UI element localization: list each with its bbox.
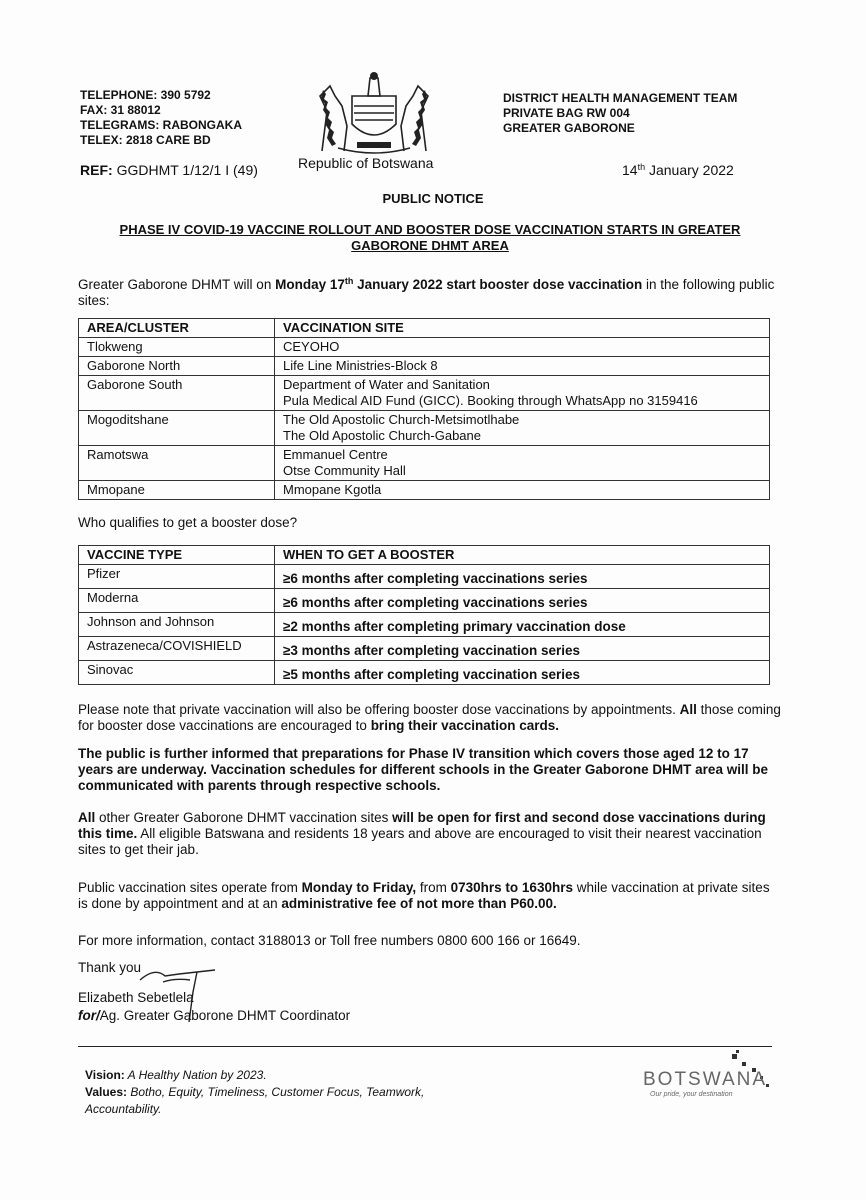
hours-fee: administrative fee of not more than P60.00. <box>281 896 557 911</box>
vaccine-cell: Astrazeneca/COVISHIELD <box>79 637 275 661</box>
vaccine-cell: Sinovac <box>79 661 275 685</box>
intro-paragraph <box>78 273 783 309</box>
other-text-2: All eligible Batswana and residents 18 years and above are encouraged to visit their nearest vaccination sites to get their jab. <box>78 826 762 857</box>
timing-cell: ≥6 months after completing vaccinations series <box>275 565 770 589</box>
footer-divider <box>78 1046 772 1047</box>
intro-date-rest: January 2022 start booster dose vaccination <box>353 277 643 292</box>
intro-date-suffix: th <box>344 276 354 286</box>
district-name: GREATER GABORONE <box>503 121 635 135</box>
date-suffix: th <box>637 162 646 172</box>
phase-four-paragraph: The public is further informed that preparations for Phase IV transition which covers those aged 12 to 17 years are underway. Vaccination schedules for different schools in the Greater Gaborone DHMT area will be communicated with parents through respective schools. <box>78 746 768 793</box>
contact-info-paragraph: For more information, contact 3188013 or Toll free numbers 0800 600 166 or 16649. <box>78 933 581 948</box>
role-prefix: for/ <box>78 1008 100 1023</box>
timing-cell: ≥3 months after completing vaccination series <box>275 637 770 661</box>
contact-details <box>80 88 242 148</box>
site-name: The Old Apostolic Church-Gabane <box>283 428 481 443</box>
reference-number <box>80 162 258 178</box>
area-cell: Gaborone South <box>79 376 275 411</box>
private-vaccination-note <box>78 702 783 734</box>
logo-tagline: Our pride, your destination <box>650 1091 733 1098</box>
vision-label: Vision: <box>85 1068 125 1082</box>
other-text: other Greater Gaborone DHMT vaccination sites <box>95 810 393 825</box>
note-all: All <box>679 702 697 717</box>
site-name: CEYOHO <box>283 339 340 354</box>
table-row <box>79 411 770 446</box>
site-name: Otse Community Hall <box>283 463 406 478</box>
table-row <box>79 589 770 613</box>
signer-name: Elizabeth Sebetlela <box>78 990 194 1005</box>
area-cell: Ramotswa <box>79 446 275 481</box>
table-row <box>79 637 770 661</box>
timing-cell: ≥5 months after completing vaccination series <box>275 661 770 685</box>
date-rest: January 2022 <box>645 162 734 178</box>
area-header: AREA/CLUSTER <box>79 319 275 338</box>
hours-text-3: while vaccination at private sites is done by appointment and at an <box>78 880 770 911</box>
notice-heading: PUBLIC NOTICE <box>382 191 484 206</box>
telex-line: TELEX: 2818 CARE BD <box>80 133 211 147</box>
logo-wordmark: BOTSWANA <box>643 1069 768 1090</box>
table-row <box>79 565 770 589</box>
site-cell <box>275 411 770 446</box>
intro-date: Monday 17 <box>275 277 345 292</box>
notice-title: PHASE IV COVID-19 VACCINE ROLLOUT AND BOOSTER DOSE VACCINATION STARTS IN GREATER GABORONE DHMT AREA <box>119 222 741 253</box>
hours-days: Monday to Friday, <box>301 880 417 895</box>
site-name: Mmopane Kgotla <box>283 482 382 497</box>
site-cell <box>275 376 770 411</box>
values-label: Values: <box>85 1085 128 1099</box>
note-cards: bring their vaccination cards. <box>370 718 559 733</box>
area-cell: Mogoditshane <box>79 411 275 446</box>
table-row <box>79 338 770 357</box>
note-text-2: those coming for booster dose vaccinations are encouraged to <box>78 702 781 733</box>
role-title: Ag. Greater Gaborone DHMT Coordinator <box>99 1008 351 1023</box>
timing-cell: ≥2 months after completing primary vaccination dose <box>275 613 770 637</box>
table-row <box>79 446 770 481</box>
site-header: VACCINATION SITE <box>275 319 770 338</box>
site-name: Department of Water and Sanitation <box>283 377 490 392</box>
notice-date <box>622 162 734 178</box>
thank-you: Thank you <box>78 960 142 975</box>
table-row <box>79 376 770 411</box>
area-cell: Gaborone North <box>79 357 275 376</box>
vision-line <box>85 1067 485 1084</box>
values-text: Botho, Equity, Timeliness, Customer Focus, Teamwork, Accountability. <box>85 1085 425 1116</box>
other-all: All <box>78 810 96 825</box>
telegrams-line: TELEGRAMS: RABONGAKA <box>80 118 242 132</box>
operating-hours-paragraph <box>78 880 783 912</box>
private-bag: PRIVATE BAG RW 004 <box>503 106 630 120</box>
table-header-row <box>79 319 770 338</box>
site-cell <box>275 446 770 481</box>
dhmt-name: DISTRICT HEALTH MANAGEMENT TEAM <box>503 91 738 105</box>
date-day: 14 <box>622 162 638 178</box>
note-text: Please note that private vaccination will also be offering booster dose vaccinations by appointments. <box>78 702 680 717</box>
fax-line: FAX: 31 88012 <box>80 103 161 117</box>
hours-times: 0730hrs to 1630hrs <box>450 880 573 895</box>
timing-cell: ≥6 months after completing vaccinations series <box>275 589 770 613</box>
table-row <box>79 613 770 637</box>
who-qualifies-question: Who qualifies to get a booster dose? <box>78 515 298 530</box>
other-open: will be open for first and second dose vaccinations during this time. <box>78 810 766 841</box>
vaccine-cell: Moderna <box>79 589 275 613</box>
site-cell <box>275 338 770 357</box>
ref-value: GGDHMT 1/12/1 I (49) <box>116 162 258 178</box>
dhmt-address <box>503 91 737 136</box>
values-line <box>85 1084 485 1118</box>
footer-vision-values <box>85 1067 485 1118</box>
vaccine-cell: Pfizer <box>79 565 275 589</box>
republic-caption: Republic of Botswana <box>298 155 434 171</box>
telephone-line: TELEPHONE: 390 5792 <box>80 88 211 102</box>
table-row <box>79 357 770 376</box>
booster-schedule-table <box>78 545 770 685</box>
area-cell: Mmopane <box>79 481 275 500</box>
intro-text: Greater Gaborone DHMT will on <box>78 277 276 292</box>
table-header-row <box>79 546 770 565</box>
hours-text-2: from <box>416 880 451 895</box>
other-sites-paragraph <box>78 810 783 858</box>
table-row <box>79 481 770 500</box>
site-name: The Old Apostolic Church-Metsimotlhabe <box>283 412 520 427</box>
booster-timing-header: WHEN TO GET A BOOSTER <box>275 546 770 565</box>
table-row <box>79 661 770 685</box>
area-cell: Tlokweng <box>79 338 275 357</box>
vision-text: A Healthy Nation by 2023. <box>124 1068 267 1082</box>
vaccination-sites-table <box>78 318 770 500</box>
intro-text-end: in the following public sites: <box>78 277 775 308</box>
hours-text-1: Public vaccination sites operate from <box>78 880 302 895</box>
vaccine-cell: Johnson and Johnson <box>79 613 275 637</box>
site-name: Pula Medical AID Fund (GICC). Booking through WhatsApp no 3159416 <box>283 393 698 408</box>
vaccine-type-header: VACCINE TYPE <box>79 546 275 565</box>
site-name: Life Line Ministries-Block 8 <box>283 358 438 373</box>
coat-of-arms-icon <box>302 66 446 158</box>
site-cell <box>275 481 770 500</box>
site-name: Emmanuel Centre <box>283 447 388 462</box>
signer-role <box>78 1008 350 1023</box>
ref-label: REF: <box>80 162 113 178</box>
site-cell <box>275 357 770 376</box>
